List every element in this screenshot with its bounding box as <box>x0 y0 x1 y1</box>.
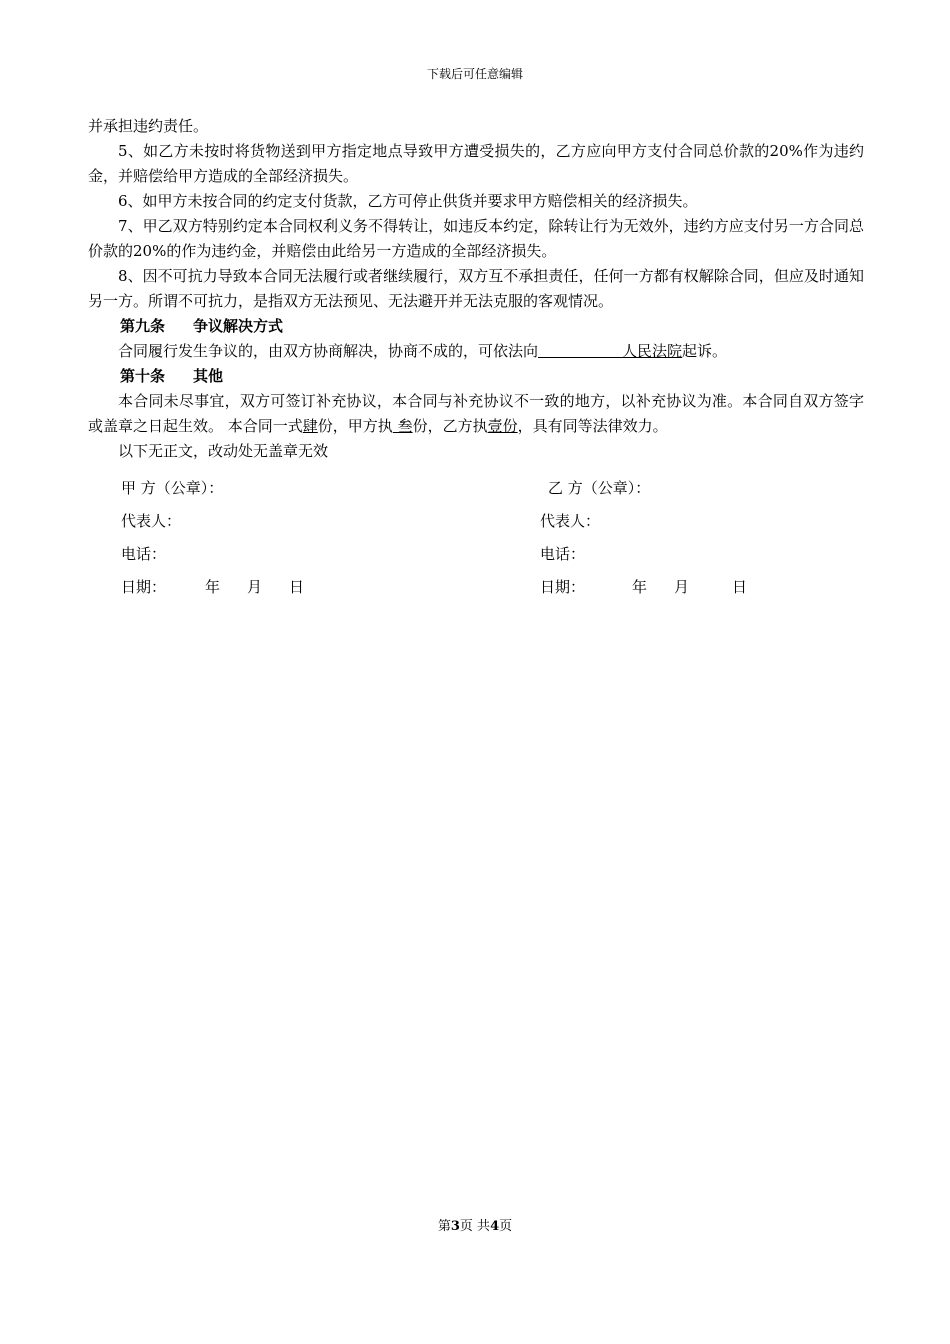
party-b-label: 乙 方（公章）： <box>548 479 651 497</box>
party-a-phone-label: 电话： <box>121 545 167 563</box>
current-page-number: 3 <box>450 1219 460 1234</box>
party-a-date <box>121 573 304 601</box>
date-day: 日 <box>732 578 748 596</box>
court-blank <box>538 342 622 358</box>
article-10-number: 第十条 <box>120 367 166 385</box>
date-month: 月 <box>674 578 690 596</box>
article-9-title: 争议解决方式 <box>193 317 284 335</box>
party-b-representative-label: 代表人： <box>540 512 601 530</box>
court-name: 人民法院 <box>622 342 683 360</box>
paragraph-continuation: 并承担违约责任。 <box>88 117 209 135</box>
copies-party-b: 壹份 <box>487 417 518 435</box>
clause-6: 6、如甲方未按合同的约定支付货款，乙方可停止供货并要求甲方赔偿相关的经济损失。 <box>118 192 698 210</box>
date-month: 月 <box>247 578 263 596</box>
signature-block <box>121 474 821 606</box>
article-10-title: 其他 <box>193 367 224 385</box>
party-b-phone-label: 电话： <box>540 545 586 563</box>
article-10-heading <box>88 364 864 389</box>
page-header: 下载后可任意编辑 <box>426 67 523 81</box>
page-footer: 第3页 共4页 <box>437 1219 513 1234</box>
date-year: 年 <box>205 578 221 596</box>
party-a-label: 甲 方（公章）： <box>121 479 224 497</box>
article-10-text: 本合同未尽事宜，双方可签订补充协议，本合同与补充协议不一致的地方，以补充协议为准。本合同自双方签字或盖章之日起生效。 本合同一式肆份，甲方执 叁份，乙方执壹份，具有同等法律效力。 <box>88 392 864 435</box>
date-day: 日 <box>289 578 305 596</box>
party-b-date <box>540 573 747 601</box>
signature-row-date <box>121 573 821 606</box>
signature-row-representative <box>121 507 821 540</box>
signature-row-phone <box>121 540 821 573</box>
article-9-text: 合同履行发生争议的，由双方协商解决，协商不成的，可依法向 人民法院起诉。 <box>118 342 728 360</box>
signature-row-parties <box>121 474 821 507</box>
total-page-number: 4 <box>490 1219 500 1234</box>
clause-5: 5、如乙方未按时将货物送到甲方指定地点导致甲方遭受损失的，乙方应向甲方支付合同总价款的20%作为违约金，并赔偿给甲方造成的全部经济损失。 <box>88 142 864 185</box>
party-a-representative-label: 代表人： <box>121 512 182 530</box>
clause-7: 7、甲乙双方特别约定本合同权利义务不得转让，如违反本约定，除转让行为无效外，违约方应支付另一方合同总价款的20%的作为违约金，并赔偿由此给另一方造成的全部经济损失。 <box>88 217 864 260</box>
date-label: 日期： <box>121 578 167 596</box>
copies-party-a: 叁 <box>392 417 413 435</box>
date-year: 年 <box>632 578 648 596</box>
date-label: 日期： <box>540 578 586 596</box>
end-note: 以下无正文，改动处无盖章无效 <box>118 442 329 460</box>
contract-body <box>88 114 864 464</box>
article-9-number: 第九条 <box>120 317 166 335</box>
copies-total: 肆 <box>302 417 318 435</box>
clause-8: 8、因不可抗力导致本合同无法履行或者继续履行，双方互不承担责任，任何一方都有权解除合同，但应及时通知另一方。所谓不可抗力，是指双方无法预见、无法避开并无法克服的客观情况。 <box>88 267 864 310</box>
article-9-heading <box>88 314 864 339</box>
